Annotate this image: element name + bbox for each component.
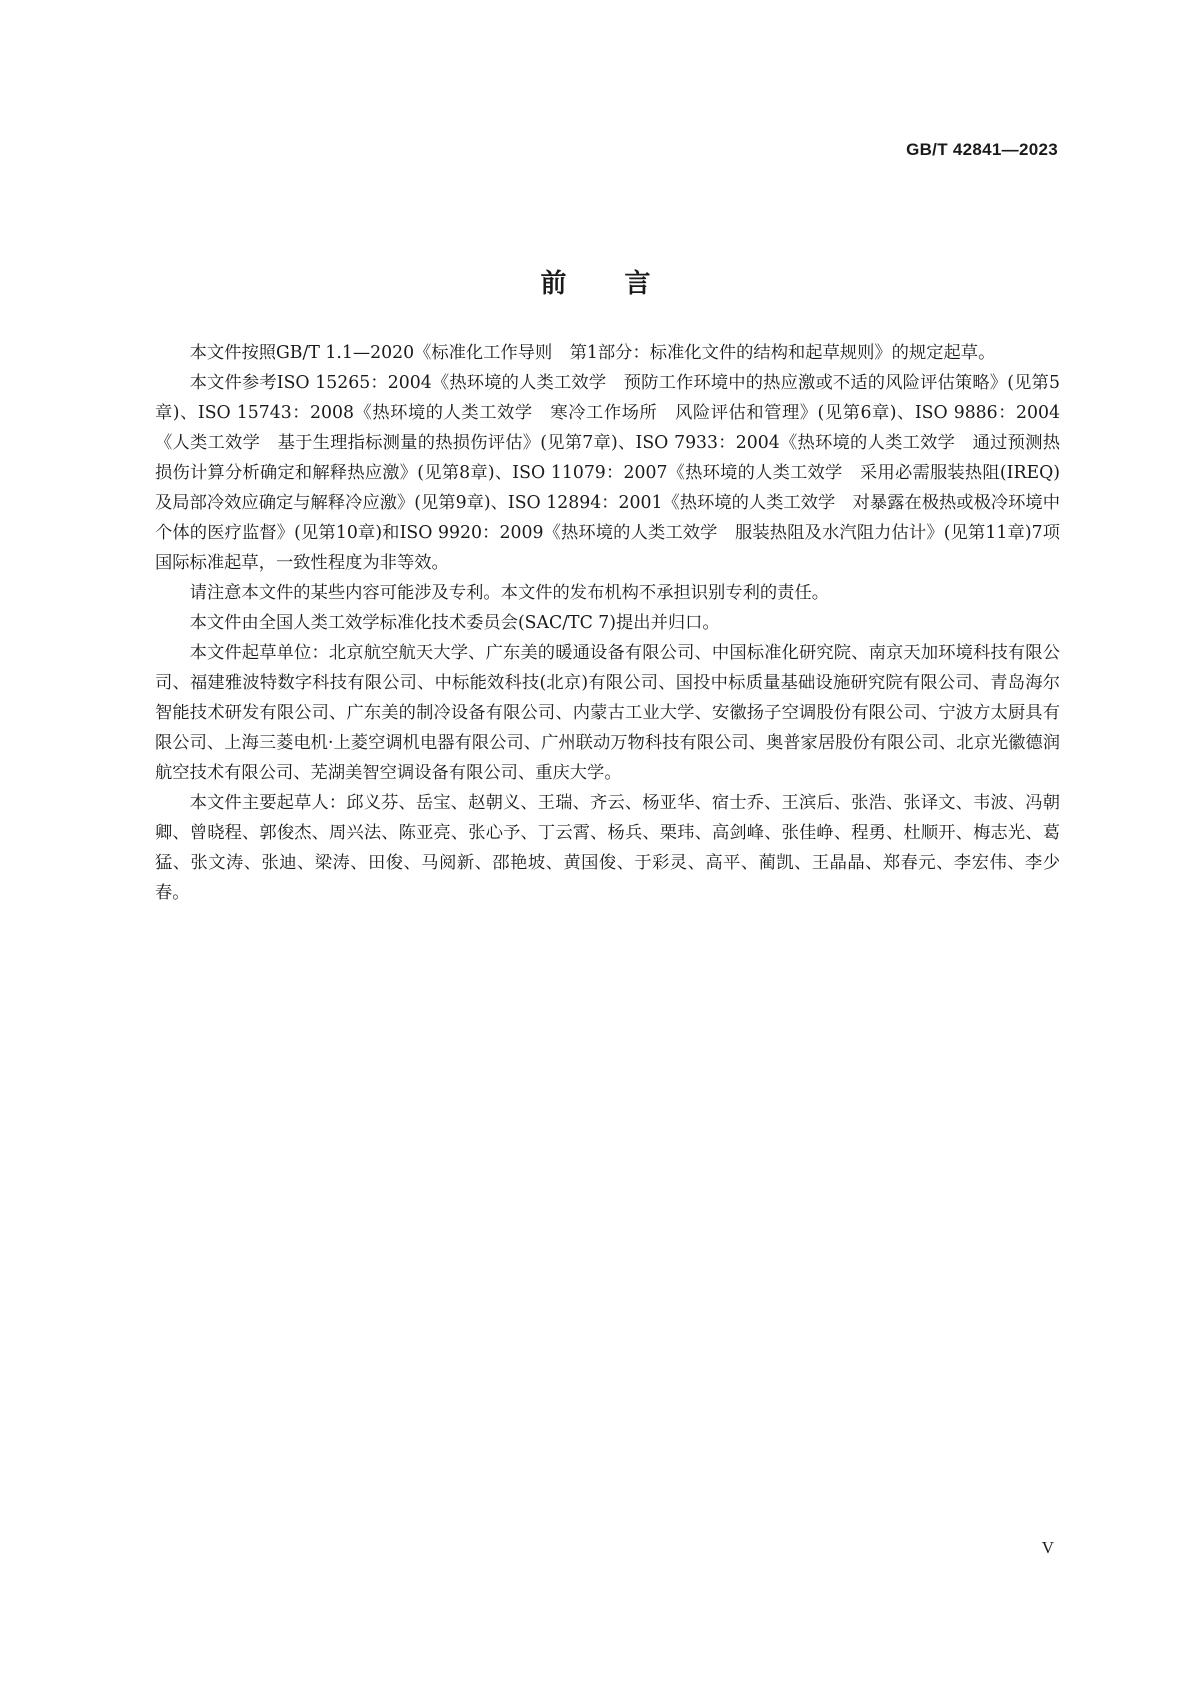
paragraph-patent-notice: 请注意本文件的某些内容可能涉及专利。本文件的发布机构不承担识别专利的责任。 xyxy=(189,583,830,603)
paragraph-drafting-units: 本文件起草单位：北京航空航天大学、广东美的暖通设备有限公司、中国标准化研究院、南京天加环境科技有限公司、福建雅波特数字科技有限公司、中标能效科技(北京)有限公司、国投中标质量基础设施研究院有限公司、青岛海尔智能技术研发有限公司、广东美的制冷设备有限公司、内蒙古工业大学、安徽扬子空调股份有限公司、宁波方太厨具有限公司、上海三菱电机·上菱空调机电器有限公司、广州联动万物科技有限公司、奥普家居股份有限公司、北京光徽德润航空技术有限公司、芜湖美智空调设备有限公司、重庆大学。 xyxy=(155,643,1060,783)
page-title: 前言 xyxy=(540,269,709,300)
page-number: V xyxy=(1041,1538,1054,1557)
foreword-body xyxy=(155,338,1060,908)
paragraph-references: 本文件参考ISO 15265：2004《热环境的人类工效学 预防工作环境中的热应激或不适的风险评估策略》(见第5章)、ISO 15743：2008《热环境的人类工效学 寒冷工作场所 风险评估和管理》(见第6章)、ISO 9886：2004《人类工效学 基于生理指标测量的热损伤评估》(见第7章)、ISO 7933：2004《热环境的人类工效学 通过预测热损伤计算分析确定和解释热应激》(见第8章)、ISO 11079：2007《热环境的人类工效学 采用必需服装热阻(IREQ)及局部冷效应确定与解释冷应激》(见第9章)、ISO 12894：2001《热环境的人类工效学 对暴露在极热或极冷环境中个体的医疗监督》(见第10章)和ISO 9920：2009《热环境的人类工效学 服装热阻及水汽阻力估计》(见第11章)7项国际标准起草，一致性程度为非等效。 xyxy=(155,373,1060,573)
paragraph-proposer: 本文件由全国人类工效学标准化技术委员会(SAC/TC 7)提出并归口。 xyxy=(189,613,720,633)
paragraph-drafting-rules: 本文件按照GB/T 1.1—2020《标准化工作导则 第1部分：标准化文件的结构和起草规则》的规定起草。 xyxy=(189,343,996,363)
standard-number: GB/T 42841—2023 xyxy=(906,140,1058,159)
paragraph-drafters: 本文件主要起草人：邱义芬、岳宝、赵朝义、王瑞、齐云、杨亚华、宿士乔、王滨后、张浩、张译文、韦波、冯朝卿、曾晓程、郭俊杰、周兴法、陈亚亮、张心予、丁云霄、杨兵、栗玮、高剑峰、张佳峥、程勇、杜顺开、梅志光、葛猛、张文涛、张迪、梁涛、田俊、马阅新、邵艳坡、黄国俊、于彩灵、高平、蔺凯、王晶晶、郑春元、李宏伟、李少春。 xyxy=(155,793,1060,903)
